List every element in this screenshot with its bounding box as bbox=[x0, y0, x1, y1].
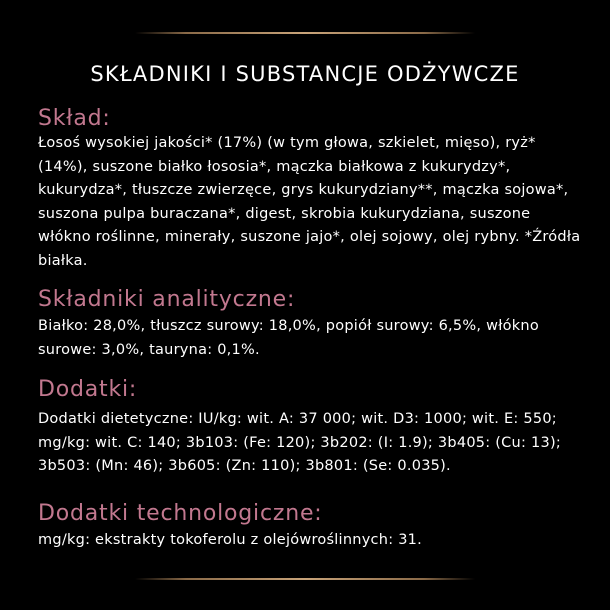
composition-heading: Skład: bbox=[38, 106, 111, 131]
additives-text: Dodatki dietetyczne: IU/kg: wit. A: 37 000; wit. D3: 1000; wit. E: 550; mg/kg: wit. C: 140; 3b103: (Fe: 120); 3b202: (I: 1.9); 3b405: (Cu: 13); 3b503: (Mn: 46); 3b605: (Zn: 110); 3b801: (Se: 0.035). bbox=[38, 411, 561, 474]
analytical-section bbox=[38, 287, 583, 362]
composition-section bbox=[38, 106, 583, 273]
analytical-text: Białko: 28,0%, tłuszcz surowy: 18,0%, popiół surowy: 6,5%, włókno surowe: 3,0%, tauryna: 0,1%. bbox=[38, 318, 539, 358]
additives-section bbox=[38, 377, 583, 479]
composition-text: Łosoś wysokiej jakości* (17%) (w tym głowa, szkielet, mięso), ryż* (14%), suszone białko łososia*, mączka białkowa z kukurydzy*, kukurydza*, tłuszcze zwierzęce, grys kukurydziany**, mączka sojowa*, suszona pulpa buraczana*, digest, skrobia kukurydziana, suszone włókno roślinne, minerały, suszone jajo*, olej sojowy, olej rybny. *Źródła białka. bbox=[38, 135, 581, 269]
page-title: SKŁADNIKI I SUBSTANCJE ODŻYWCZE bbox=[90, 62, 520, 86]
technological-section bbox=[38, 501, 583, 553]
top-divider bbox=[135, 32, 475, 34]
technological-text: mg/kg: ekstrakty tokoferolu z olejówroślinnych: 31. bbox=[38, 532, 423, 548]
technological-heading: Dodatki technologiczne: bbox=[38, 501, 323, 526]
analytical-heading: Składniki analityczne: bbox=[38, 287, 296, 312]
additives-heading: Dodatki: bbox=[38, 377, 138, 402]
bottom-divider bbox=[135, 578, 475, 580]
